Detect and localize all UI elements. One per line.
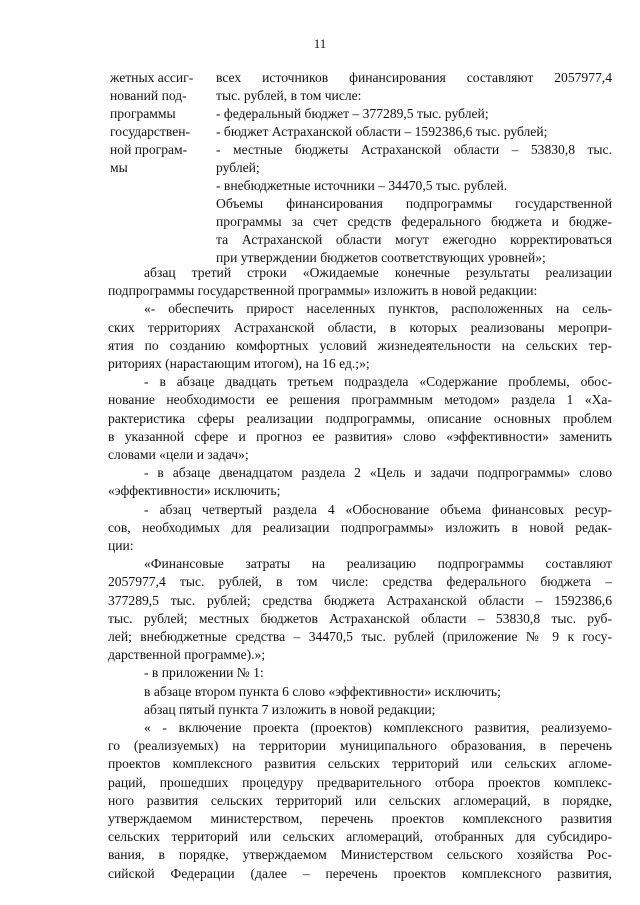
paragraph-line: - абзац четвертый раздела 4 «Обоснование объема финансовых ресур- — [144, 501, 612, 517]
table-label-line: жетных ассиг- — [110, 70, 194, 85]
table-value-line: Объемы финансирования подпрограммы государственной — [216, 196, 612, 211]
paragraph-line: сов, необходимых для реализации подпрограммы» изложить в новой редак- — [108, 519, 612, 535]
paragraph-line: вания, в порядке, утверждаемом Министерством сельского хозяйства Рос- — [108, 847, 612, 863]
paragraph-line: 2057977,4 тыс. рублей, в том числе: средства федерального бюджета – — [108, 574, 612, 590]
paragraph-line: подпрограммы государственной программы» изложить в новой редакции: — [108, 283, 538, 299]
table-label-line: ной програм- — [110, 142, 188, 157]
table-label-line: программы — [110, 106, 176, 121]
table-value-line: та Астраханской области могут ежегодно корректироваться — [216, 232, 612, 247]
table-value-line: - местные бюджеты Астраханской области – 53830,8 тыс. — [216, 142, 612, 157]
paragraph-line: « - включение проекта (проектов) комплексного развития, реализуемо- — [144, 720, 612, 735]
paragraph-line: тыс. рублей; местных бюджетов Астраханской области – 53830,8 тыс. руб- — [108, 610, 612, 626]
paragraph-line: раций, прошедших процедуру предварительного отбора проектов комплекс- — [108, 774, 612, 790]
paragraph-line: в указанной сфере и прогноз ее развития» слово «эффективности» заменить — [108, 428, 612, 444]
page-number: 11 — [313, 36, 327, 51]
paragraph-line: сийской Федерации (далее – перечень проектов комплексного развития, — [108, 865, 612, 881]
paragraph-line: нование необходимости ее решения программным методом» раздела 1 «Ха- — [108, 392, 612, 408]
paragraph-line: в абзаце втором пункта 6 слово «эффективности» исключить; — [144, 683, 501, 699]
paragraph-line: дарственной программе).»; — [108, 647, 266, 663]
table-value-line: - бюджет Астраханской области – 1592386,6 тыс. рублей; — [216, 124, 548, 139]
paragraph-line: ских территориях Астраханской области, в которых реализованы меропри- — [108, 319, 612, 335]
table-value-line: при утверждении бюджетов соответствующих уровней»; — [216, 250, 546, 265]
table-value-line: программы за счет средств федерального бюджета и бюдже- — [216, 214, 612, 229]
paragraph-line: - в абзаце двадцать третьем подраздела «Содержание проблемы, обос- — [144, 374, 612, 390]
paragraph-line: «Финансовые затраты на реализацию подпрограммы составляют — [144, 556, 612, 572]
table-value-line: - внебюджетные источники – 34470,5 тыс. рублей. — [216, 178, 508, 193]
paragraph-line: риториях (нарастающим итогом), на 16 ед.;»; — [108, 356, 370, 371]
paragraph-line: абзац третий строки «Ожидаемые конечные результаты реализации — [144, 265, 612, 280]
paragraph-line: - в абзаце двенадцатом раздела 2 «Цель и задачи подпрограммы» слово — [144, 465, 612, 481]
table-value-line: - федеральный бюджет – 377289,5 тыс. рублей; — [216, 106, 489, 121]
paragraph-line: абзац пятый пункта 7 изложить в новой редакции; — [144, 701, 436, 717]
paragraph-line: ного развития сельских территорий или сельских агломераций, в порядке, — [108, 792, 612, 808]
paragraph-line: 377289,5 тыс. рублей; средства бюджета Астраханской области – 1592386,6 — [108, 592, 612, 608]
paragraph-line: ции: — [108, 538, 134, 553]
paragraph-line: «эффективности» исключить; — [108, 483, 281, 499]
paragraph-line: утверждаемом министерством, перечень проектов комплексного развития — [108, 811, 612, 826]
paragraph-line: го (реализуемых) на территории муниципального образования, в перечень — [108, 738, 612, 754]
table-value-line: рублей; — [216, 160, 260, 175]
table-label-line: мы — [110, 160, 128, 175]
table-label-line: государствен- — [110, 124, 191, 139]
paragraph-line: сельских территорий или сельских агломераций, отобранных для субсидиро- — [108, 829, 612, 845]
paragraph-line: проектов комплексного развития сельских территорий или сельских агломе- — [108, 756, 612, 772]
paragraph-line: словами «цели и задач»; — [108, 447, 249, 462]
paragraph-line: рактеристика сферы реализации подпрограммы, описание основных проблем — [108, 410, 612, 426]
table-value-line: всех источников финансирования составляют 2057977,4 — [216, 70, 612, 85]
table-label-line: нований под- — [110, 88, 187, 103]
paragraph-line: - в приложении № 1: — [144, 665, 264, 681]
paragraph-line: ятия по созданию комфортных условий жизнедеятельности на сельских тер- — [108, 337, 612, 353]
paragraph-line: лей; внебюджетные средства – 34470,5 тыс. рублей (приложение № 9 к госу- — [108, 629, 612, 644]
paragraph-line: «- обеспечить прирост населенных пунктов, расположенных на сель- — [144, 301, 612, 317]
table-value-line: тыс. рублей, в том числе: — [216, 88, 362, 103]
